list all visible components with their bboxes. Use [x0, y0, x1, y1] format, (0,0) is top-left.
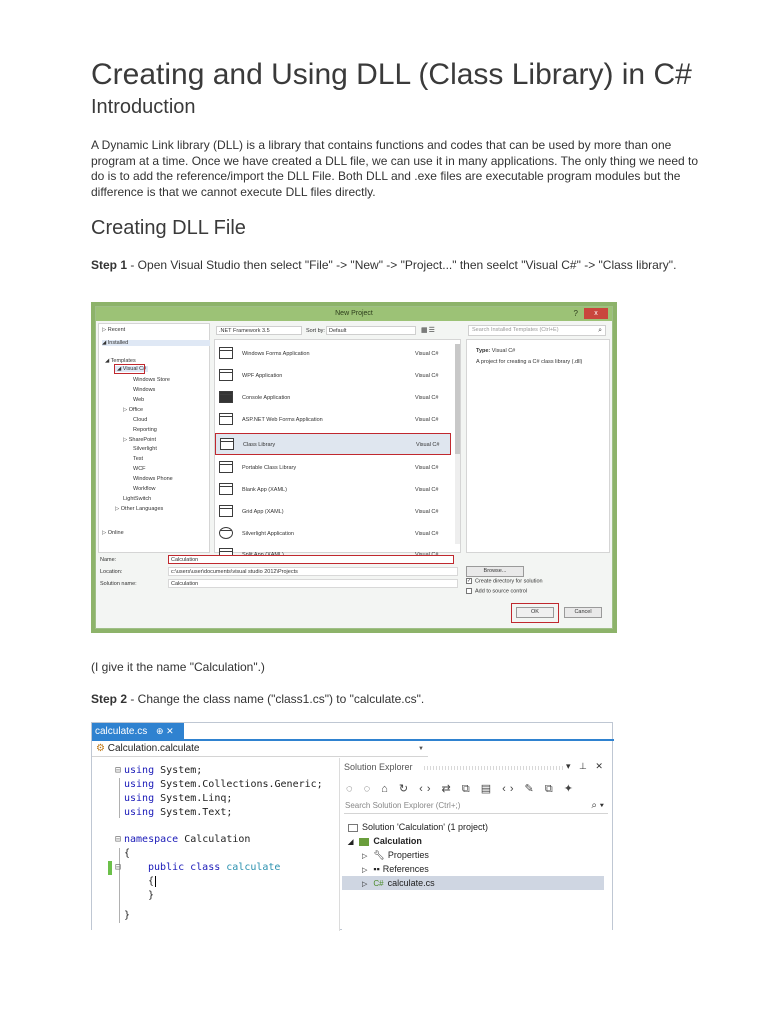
section-heading: Creating DLL File: [91, 217, 246, 239]
tree-wcf[interactable]: WCF: [133, 466, 146, 472]
code-area[interactable]: [92, 758, 340, 931]
dialog-titlebar: [96, 307, 612, 321]
csharp-project-icon: [359, 838, 369, 846]
code-line: {: [124, 848, 131, 859]
dialog-title: New Project: [335, 310, 373, 317]
template-lang: Visual C#: [415, 487, 439, 493]
checkbox-checked-icon: ✓: [467, 578, 472, 584]
references-node[interactable]: [342, 862, 604, 876]
project-label: Calculation: [373, 836, 422, 846]
properties-node[interactable]: [342, 848, 604, 862]
template-name: ASP.NET Web Forms Application: [242, 417, 323, 423]
title-grip: [424, 766, 564, 770]
collapse-icon[interactable]: ▷: [362, 881, 368, 888]
figure-caption: (I give it the name "Calculation".): [91, 660, 265, 674]
template-icon: [219, 391, 233, 403]
template-name: Grid App (XAML): [242, 509, 284, 515]
template-description-panel: [466, 339, 610, 553]
tree-office[interactable]: ▷ Office: [123, 407, 144, 413]
intro-heading: Introduction: [91, 96, 196, 118]
article-title: Creating and Using DLL (Class Library) in C#: [91, 58, 692, 91]
chevron-down-icon[interactable]: ▼: [418, 746, 424, 752]
tree-windows-phone[interactable]: Windows Phone: [133, 476, 173, 482]
tree-templates[interactable]: ◢ Templates: [105, 358, 136, 364]
name-field[interactable]: Calculation: [168, 555, 454, 564]
solution-name-label: Solution name:: [100, 581, 137, 587]
tree-silverlight[interactable]: Silverlight: [133, 446, 157, 452]
code-line: using System.Text;: [124, 807, 233, 818]
location-field[interactable]: c:\users\user\documents\visual studio 2012\Projects: [168, 567, 458, 576]
name-label: Name:: [100, 557, 117, 563]
tree-test[interactable]: Test: [133, 456, 144, 462]
source-control-label: Add to source control: [475, 588, 527, 595]
template-row[interactable]: [215, 365, 451, 387]
cancel-button[interactable]: Cancel: [564, 607, 602, 618]
code-line: {: [148, 876, 155, 887]
sort-select[interactable]: Default: [326, 326, 416, 335]
code-line: using System.Collections.Generic;: [124, 779, 323, 790]
change-marker: [108, 861, 112, 875]
fold-icon[interactable]: ⊟: [115, 765, 122, 776]
template-lang: Visual C#: [415, 351, 439, 357]
ok-button[interactable]: OK: [516, 607, 554, 618]
tree-sharepoint[interactable]: ▷ SharePoint: [123, 437, 156, 443]
tab-label: calculate.cs: [95, 726, 148, 737]
template-description: A project for creating a C# class library (.dll): [476, 359, 583, 365]
tree-recent[interactable]: ▷ Recent: [102, 327, 126, 333]
template-name: Silverlight Application: [242, 531, 294, 537]
tab-calculate-cs[interactable]: [92, 723, 184, 739]
template-name: WPF Application: [242, 373, 283, 379]
template-row-selected[interactable]: [215, 433, 451, 455]
template-row[interactable]: [215, 343, 451, 365]
tree-visual-csharp[interactable]: ◢ Visual C#: [117, 366, 147, 372]
template-icon: [219, 527, 233, 539]
references-icon: ▪▪: [373, 864, 380, 874]
project-node[interactable]: [342, 834, 604, 848]
template-row[interactable]: [215, 409, 451, 431]
template-lang: Visual C#: [415, 531, 439, 537]
template-name: Blank App (XAML): [242, 487, 287, 493]
create-dir-label: Create directory for solution: [475, 578, 543, 585]
tree-windows-store[interactable]: Windows Store: [133, 377, 170, 383]
template-lang: Visual C#: [415, 509, 439, 515]
search-icon: ⌕ ▾: [591, 800, 604, 811]
template-icon: [219, 413, 233, 425]
fold-guide: [119, 848, 120, 923]
step1-paragraph: [91, 258, 711, 274]
tree-web[interactable]: Web: [133, 397, 145, 403]
solution-node[interactable]: [342, 820, 604, 834]
code-line: public class calculate: [148, 862, 281, 873]
template-lang: Visual C#: [415, 373, 439, 379]
type-line: [476, 348, 515, 354]
file-label: calculate.cs: [387, 878, 435, 888]
fold-icon[interactable]: ⊟: [115, 862, 122, 873]
checkbox-icon: [466, 588, 472, 594]
pin-close-icons[interactable]: ▾ ⊥ ✕: [566, 761, 606, 771]
tree-online[interactable]: ▷ Online: [102, 530, 124, 536]
scrollbar-thumb[interactable]: [455, 344, 460, 454]
tree-reporting[interactable]: Reporting: [133, 427, 157, 433]
template-row[interactable]: [215, 457, 451, 479]
solution-label: Solution 'Calculation' (1 project): [362, 822, 488, 832]
template-name: Console Application: [242, 395, 291, 401]
solution-search-input[interactable]: [344, 801, 608, 814]
sort-label: Sort by:: [306, 328, 325, 334]
type-label: Type:: [476, 348, 491, 354]
tree-other-languages[interactable]: ▷ Other Languages: [115, 506, 164, 512]
solution-explorer-toolbar[interactable]: ◌ ◌ ⌂ ↻ ‹› ⇄ ⧉ ▤ ‹› ✎ ⧉ ✦: [346, 783, 577, 795]
file-node-selected[interactable]: [342, 876, 604, 890]
tree-workflow[interactable]: Workflow: [133, 486, 156, 492]
visual-csharp-highlight: [114, 364, 145, 374]
navigation-bar[interactable]: [92, 741, 428, 757]
template-name: Portable Class Library: [242, 465, 297, 471]
template-row[interactable]: [215, 501, 451, 523]
tree-windows[interactable]: Windows: [133, 387, 156, 393]
template-search-input[interactable]: [468, 325, 606, 336]
type-value: Visual C#: [491, 348, 516, 354]
solution-name-field[interactable]: Calculation: [168, 579, 458, 588]
tree-lightswitch[interactable]: LightSwitch: [123, 496, 152, 502]
code-line: namespace Calculation: [124, 834, 251, 845]
template-row[interactable]: [215, 523, 451, 545]
fold-icon[interactable]: ⊟: [115, 834, 122, 845]
template-lang: Visual C#: [415, 465, 439, 471]
code-line: }: [124, 910, 131, 921]
template-lang: Visual C#: [415, 417, 439, 423]
template-row[interactable]: [215, 479, 451, 501]
template-name: Windows Forms Application: [242, 351, 310, 357]
step2-label: Step 2: [91, 692, 128, 706]
close-button[interactable]: x: [584, 308, 608, 319]
source-control-checkbox[interactable]: [466, 588, 527, 594]
intro-paragraph: A Dynamic Link library (DLL) is a library that contains functions and codes that can be used by more than one program at a time. Once we have created a DLL file, we can use it in many applications. The only thing we need to do is to add the reference/import the DLL File. Both DLL and .exe files are executable program modules but the difference is that we cannot execute DLL files directly.: [91, 138, 699, 199]
solution-icon: [348, 824, 358, 832]
create-dir-checkbox[interactable]: [466, 578, 543, 584]
step1-text: - Open Visual Studio then select "File" -> "New" -> "Project..." then seelct "Visual C#" -> "Class library".: [127, 258, 677, 272]
wrench-icon: 🔧︎: [373, 850, 385, 860]
template-icon: [219, 505, 233, 517]
solution-explorer: [342, 758, 612, 931]
template-icon: [219, 347, 233, 359]
csharp-file-icon: C#: [373, 879, 384, 888]
navigation-class: Calculation.calculate: [107, 743, 200, 754]
new-project-dialog: [91, 302, 617, 633]
code-line: using System;: [124, 765, 203, 776]
template-icon: [220, 438, 234, 450]
step2-paragraph: [91, 692, 711, 708]
framework-select[interactable]: .NET Framework 3.5: [216, 326, 302, 335]
template-icon: [219, 483, 233, 495]
tree-cloud[interactable]: Cloud: [133, 417, 148, 423]
template-icon: [219, 369, 233, 381]
tree-installed[interactable]: ◢ Installed: [102, 340, 210, 346]
template-lang: Visual C#: [415, 395, 439, 401]
references-label: References: [382, 864, 429, 874]
template-icon: [219, 461, 233, 473]
code-line: using System.Linq;: [124, 793, 233, 804]
browse-button[interactable]: Browse...: [466, 566, 524, 577]
template-name: Class Library: [243, 442, 276, 448]
location-label: Location:: [100, 569, 123, 575]
solution-explorer-title: Solution Explorer: [344, 762, 413, 772]
template-toolbar: [216, 325, 448, 337]
code-line: }: [148, 890, 155, 901]
step1-label: Step 1: [91, 258, 128, 272]
collapse-icon[interactable]: ▷: [362, 853, 368, 860]
template-tree: [98, 323, 210, 553]
tab-pin-close-icon[interactable]: ⊕ ✕: [156, 726, 174, 736]
fold-guide: [119, 778, 120, 818]
search-placeholder: Search Installed Templates (Ctrl+E): [472, 327, 559, 333]
template-scrollbar[interactable]: [455, 344, 460, 544]
class-icon: ⚙: [96, 743, 105, 754]
collapse-icon[interactable]: ▷: [362, 867, 368, 874]
view-toggle-icon[interactable]: ▦☰: [421, 327, 436, 334]
properties-label: Properties: [387, 850, 429, 860]
search-icon: ⌕: [598, 327, 602, 334]
template-list: [214, 339, 461, 553]
solution-search-placeholder: Search Solution Explorer (Ctrl+;): [345, 801, 461, 810]
code-editor-screenshot: [91, 722, 613, 930]
template-lang: Visual C#: [416, 442, 440, 448]
template-row[interactable]: [215, 387, 451, 409]
expand-icon[interactable]: ◢: [348, 839, 354, 846]
help-icon[interactable]: ?: [573, 309, 578, 318]
step2-text: - Change the class name ("class1.cs") to "calculate.cs".: [127, 692, 425, 706]
